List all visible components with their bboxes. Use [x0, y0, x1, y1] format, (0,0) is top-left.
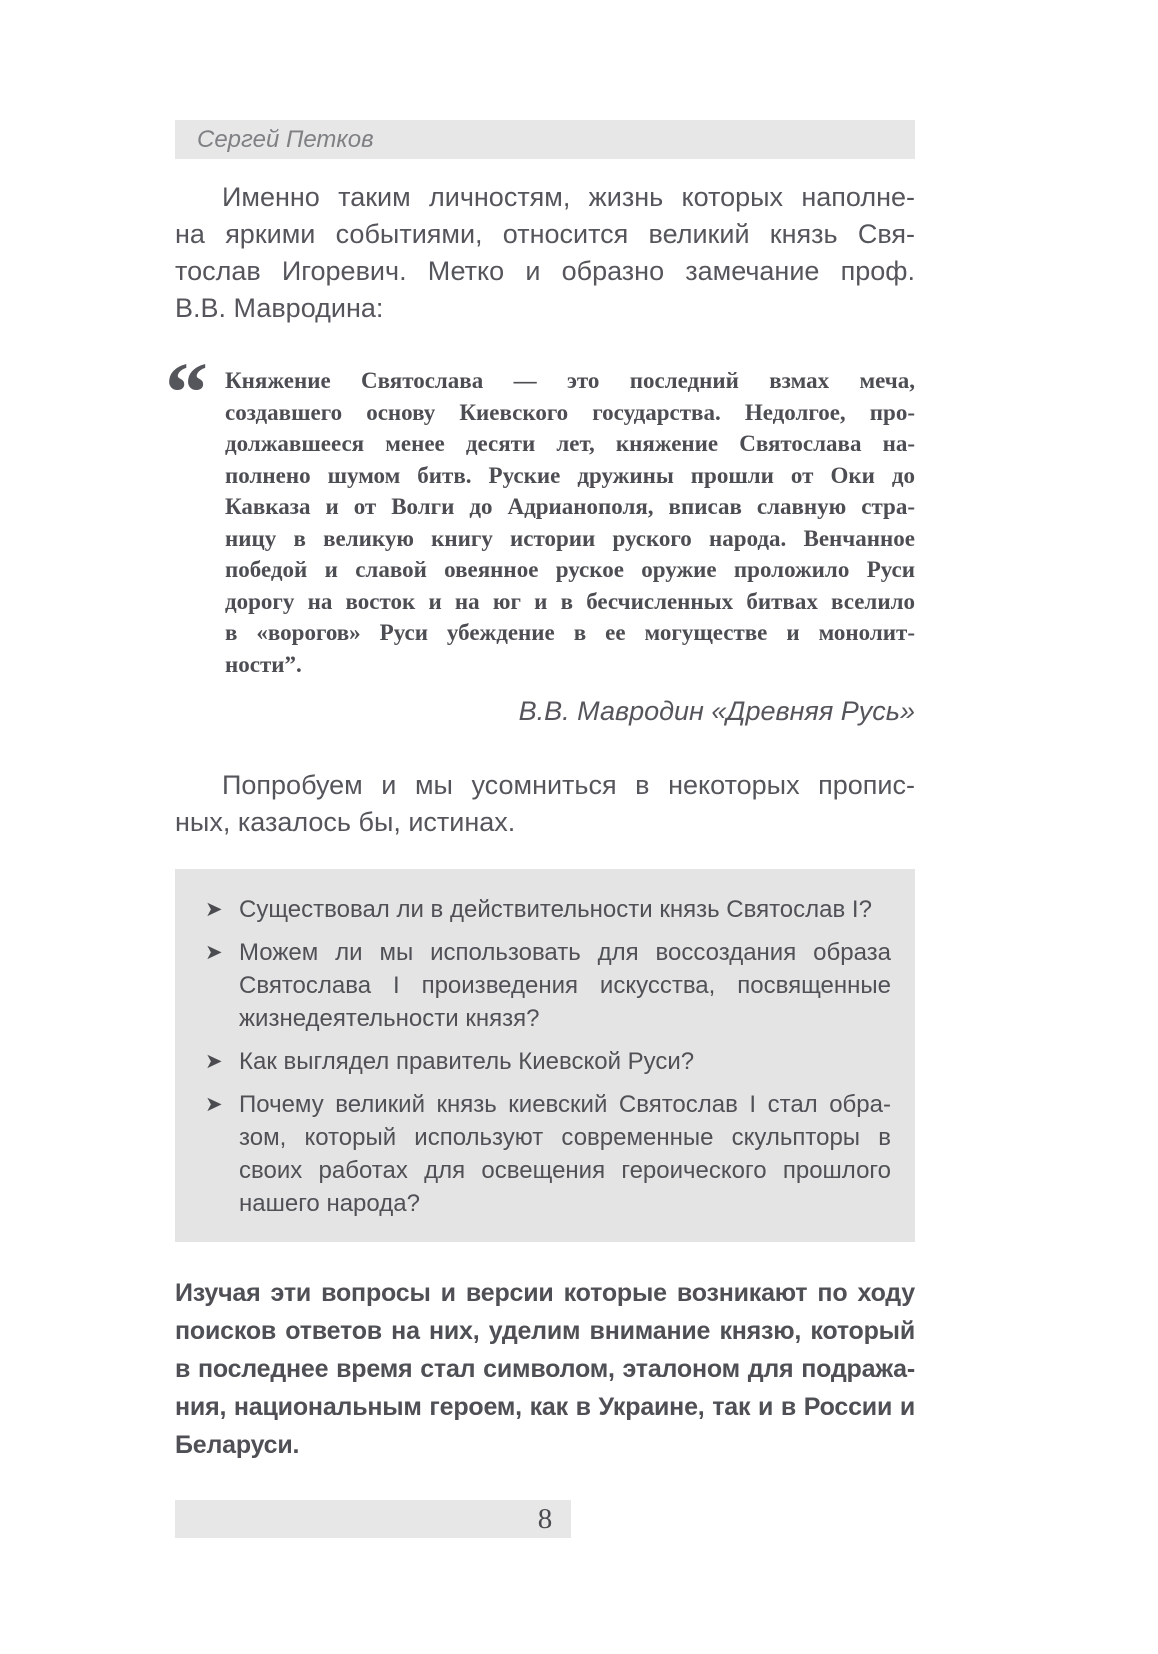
arrow-bullet-icon: ➤: [205, 898, 223, 921]
text-line: должавшееся менее десяти лет, княжение Святослава на-: [225, 431, 915, 456]
text-line: тослав Игоревич. Метко и образно замечание проф.: [175, 256, 915, 286]
opening-quote-icon: “: [165, 344, 208, 440]
question-item: [205, 1045, 891, 1078]
text-line: Существовал ли в действительности князь Святослав I?: [239, 896, 872, 923]
intro-paragraph: [175, 179, 915, 327]
text-line: поисков ответов на них, уделим внимание князю, который: [175, 1317, 915, 1345]
text-line: Именно таким личностям, жизнь которых наполне-: [222, 182, 915, 212]
closing-paragraph: [175, 1274, 915, 1464]
question-item: [205, 893, 891, 926]
text-line: полнено шумом битв. Руские дружины прошли от Оки до: [225, 462, 915, 488]
text-line: ницу в великую книгу истории руского народа. Венчанное: [225, 525, 915, 551]
second-paragraph: [175, 767, 915, 841]
text-line: в последнее время стал символом, эталоном для подража-: [175, 1355, 915, 1383]
text-line: дорогу на восток и на юг и в бесчисленных битвах вселило: [225, 588, 915, 614]
arrow-bullet-icon: ➤: [205, 941, 223, 964]
author-name: Сергей Петков: [197, 125, 374, 153]
text-line: Изучая эти вопросы и версии которые возникают по ходу: [175, 1279, 915, 1307]
text-line: ности”.: [225, 651, 302, 677]
footer-bar: [175, 1500, 571, 1538]
text-line: зом, который используют современные скульпторы в: [239, 1124, 891, 1151]
text-line: ных, казалось бы, истинах.: [175, 807, 516, 837]
questions-box: [175, 869, 915, 1242]
text-line: своих работах для освещения героического прошлого: [239, 1157, 891, 1184]
question-item: [205, 936, 891, 1035]
question-item: [205, 1088, 891, 1220]
text-line: В.В. Мавродина:: [175, 293, 384, 323]
page-footer: [175, 1500, 915, 1538]
question-text: [239, 1088, 891, 1220]
page-number: 8: [537, 1503, 553, 1535]
arrow-bullet-icon: ➤: [205, 1093, 223, 1116]
text-line: создавшего основу Киевского государства. Недолгое, про-: [225, 399, 915, 425]
quote-block: [165, 344, 915, 680]
question-text: [239, 1045, 891, 1078]
text-line: нашего народа?: [239, 1190, 420, 1217]
text-line: победой и славой овеянное руское оружие проложило Руси: [225, 557, 915, 582]
text-line: Беларуси.: [175, 1431, 300, 1459]
text-line: Княжение Святослава — это последний взмах меча,: [225, 368, 915, 393]
question-text: [239, 936, 891, 1035]
page-header-bar: [175, 120, 915, 159]
text-line: Попробуем и мы усомниться в некоторых пропис-: [222, 770, 915, 800]
text-line: Кавказа и от Волги до Адрианополя, вписав славную стра-: [225, 494, 915, 519]
text-line: Святослава I произведения искусства, посвященные: [239, 972, 891, 999]
arrow-bullet-icon: ➤: [205, 1050, 223, 1073]
text-line: в «ворогов» Руси убеждение в ее могуществе и монолит-: [225, 620, 915, 645]
question-text: [239, 893, 891, 926]
text-line: жизнедеятельности князя?: [239, 1005, 540, 1032]
text-line: Как выглядел правитель Киевской Руси?: [239, 1048, 695, 1075]
quote-text: [225, 365, 915, 680]
text-line: Почему великий князь киевский Святослав I стал обра-: [239, 1091, 891, 1118]
text-line: Можем ли мы использовать для воссоздания образа: [239, 939, 891, 966]
text-line: на яркими событиями, относится великий князь Свя-: [175, 219, 915, 249]
quote-attribution: В.В. Мавродин «Древняя Русь»: [518, 696, 915, 726]
text-line: ния, национальным героем, как в Украине, так и в России и: [175, 1393, 915, 1421]
